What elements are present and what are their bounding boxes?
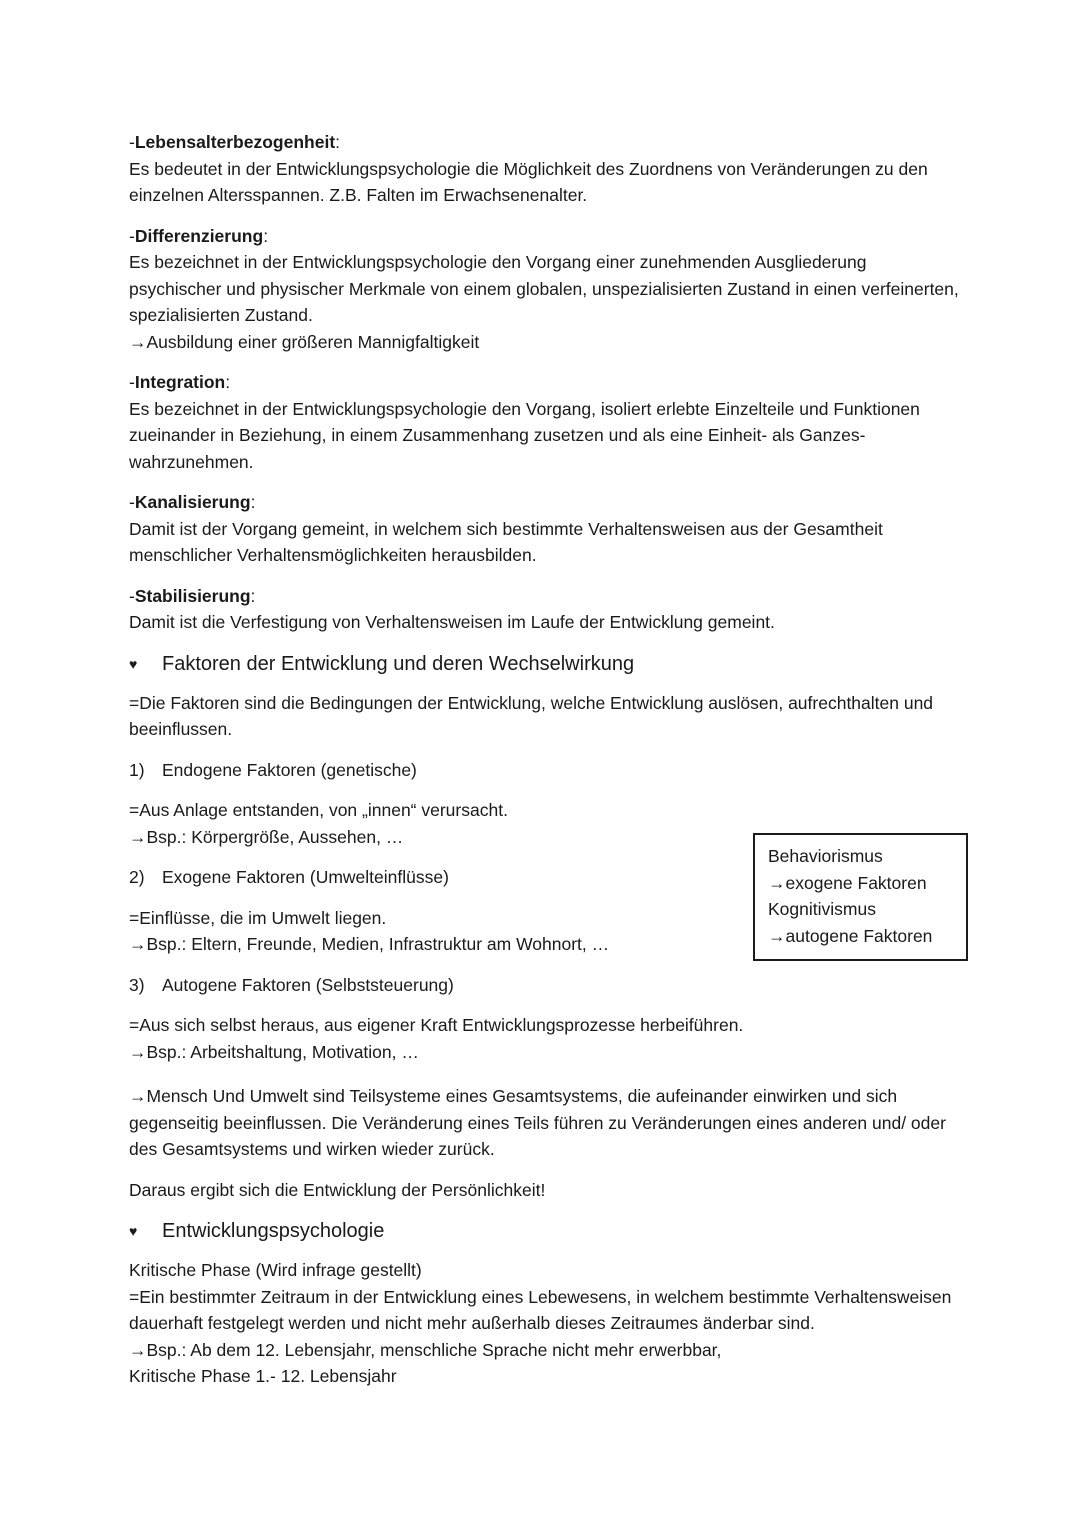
- side-box-line: [768, 870, 966, 897]
- section-heading-text: Faktoren der Entwicklung und deren Wechselwirkung: [162, 652, 635, 675]
- definition-stabilisierung: [129, 583, 959, 636]
- factor-body: [129, 1012, 959, 1065]
- arrow-right-icon: →: [129, 1086, 147, 1106]
- factor-desc: =Einflüsse, die im Umwelt liegen.: [129, 907, 387, 928]
- conclusion-line: [129, 1083, 959, 1163]
- critical-phase-range: Kritische Phase 1.- 12. Lebensjahr: [129, 1366, 397, 1386]
- result-text: Daraus ergibt sich die Entwicklung der Persönlichkeit!: [129, 1179, 546, 1200]
- section-intro: =Die Faktoren sind die Bedingungen der Entwicklung, welche Entwicklung auslösen, aufrechthalten und beeinflussen.: [129, 692, 934, 739]
- definition-text: Damit ist die Verfestigung von Verhaltensweisen im Laufe der Entwicklung gemeint.: [129, 612, 775, 632]
- definition-term: Stabilisierung: [134, 585, 251, 606]
- factor-example: Bsp.: Arbeitshaltung, Motivation, …: [146, 1041, 419, 1062]
- definition-term-line: -Kanalisierung:: [129, 492, 256, 512]
- factor-desc: =Aus Anlage entstanden, von „innen“ verursacht.: [129, 800, 508, 820]
- section-heading-entwicklungspsychologie: [129, 1217, 959, 1245]
- critical-phase-example-line: [129, 1337, 959, 1364]
- arrow-right-icon: →: [129, 826, 147, 847]
- side-box: [753, 833, 968, 961]
- section-heading-faktoren: [129, 650, 959, 678]
- arrow-right-icon: →: [129, 331, 147, 352]
- factor-example: Bsp.: Körpergröße, Aussehen, …: [146, 826, 404, 847]
- definition-note-line: [129, 329, 959, 356]
- definition-term: Integration: [134, 372, 226, 392]
- side-box-line: Behaviorismus: [768, 846, 883, 866]
- definition-text: Es bezeichnet in der Entwicklungspsychologie den Vorgang, isoliert erlebte Einzelteile und Funktionen zueinander in Beziehung, in einem Zusammenhang zusetzen und als eine Einheit- als Ganzes- wahrzunehmen.: [129, 398, 920, 472]
- critical-phase-example: Bsp.: Ab dem 12. Lebensjahr, menschliche Sprache nicht mehr erwerbbar,: [146, 1339, 722, 1360]
- definition-term-line: -Stabilisierung:: [129, 585, 256, 606]
- definition-text: Damit ist der Vorgang gemeint, in welchem sich bestimmte Verhaltensweisen aus der Gesamtheit menschlicher Verhaltensmöglichkeiten herausbilden.: [129, 518, 883, 565]
- factor-title: [129, 757, 959, 784]
- factor-desc: =Aus sich selbst heraus, aus eigener Kraft Entwicklungsprozesse herbeiführen.: [129, 1015, 744, 1035]
- heart-bullet-icon: ♥: [129, 1223, 138, 1239]
- definition-term-line: -Lebensalterbezogenheit:: [129, 132, 341, 152]
- critical-phase-block: [129, 1257, 959, 1390]
- arrow-right-icon: →: [129, 1041, 147, 1062]
- factor-number: 3): [129, 974, 145, 995]
- definition-differenzierung: [129, 223, 959, 356]
- side-box-line-text: exogene Faktoren: [785, 872, 927, 893]
- heart-bullet-icon: ♥: [129, 655, 138, 672]
- definition-text: Es bedeutet in der Entwicklungspsychologie die Möglichkeit des Zuordnens von Veränderungen zu den einzelnen Altersspannen. Z.B. Falten im Erwachsenenalter.: [129, 158, 928, 205]
- arrow-right-icon: →: [129, 1339, 147, 1360]
- conclusion-text: Mensch Und Umwelt sind Teilsysteme eines Gesamtsystems, die aufeinander einwirken und sich gegenseitig beeinflussen. Die Veränderung eines Teils führen zu Veränderungen eines anderen und/ oder des Gesamtsystems und wirken wieder zurück.: [129, 1086, 946, 1159]
- definition-kanalisierung: [129, 489, 959, 569]
- side-box-line: [768, 923, 966, 950]
- factor-title-text: Exogene Faktoren (Umwelteinflüsse): [162, 867, 449, 887]
- definition-term-line: -Integration:: [129, 372, 231, 392]
- definition-term: Differenzierung: [134, 225, 264, 246]
- factor-title-text: Endogene Faktoren (genetische): [162, 759, 417, 780]
- document-page: [129, 129, 959, 1390]
- section-heading-text: Entwicklungspsychologie: [162, 1220, 385, 1242]
- side-box-line-text: autogene Faktoren: [785, 925, 933, 946]
- side-box-line: Kognitivismus: [768, 899, 876, 919]
- critical-phase-title: Kritische Phase (Wird infrage gestellt): [129, 1260, 422, 1280]
- definition-lebensalterbezogenheit: [129, 129, 959, 209]
- critical-phase-desc: =Ein bestimmter Zeitraum in der Entwicklung eines Lebewesens, in welchem bestimmte Verhaltensweisen dauerhaft festgelegt werden und nicht mehr außerhalb dieses Zeitraumes änderbar sind.: [129, 1286, 952, 1333]
- definition-term: Lebensalterbezogenheit: [134, 132, 336, 152]
- factor-example-line: [129, 1039, 959, 1066]
- definition-text: Es bezeichnet in der Entwicklungspsychologie den Vorgang einer zunehmenden Ausgliederung psychischer und physischer Merkmale von einem globalen, unspezialisierten Zustand in einen verfeinerten, spezialisierten Zustand.: [129, 252, 959, 325]
- factor-number: 1): [129, 759, 145, 780]
- definition-note: Ausbildung einer größeren Mannigfaltigkeit: [146, 331, 480, 352]
- arrow-right-icon: →: [768, 872, 786, 893]
- definition-term-line: -Differenzierung:: [129, 225, 269, 246]
- definition-integration: [129, 369, 959, 475]
- arrow-right-icon: →: [768, 925, 786, 946]
- factor-number: 2): [129, 867, 145, 887]
- factor-title: [129, 972, 959, 999]
- factor-title-text: Autogene Faktoren (Selbststeuerung): [162, 974, 454, 995]
- factor-example: Bsp.: Eltern, Freunde, Medien, Infrastruktur am Wohnort, …: [146, 934, 610, 954]
- arrow-right-icon: →: [129, 934, 147, 954]
- definition-term: Kanalisierung: [134, 492, 251, 512]
